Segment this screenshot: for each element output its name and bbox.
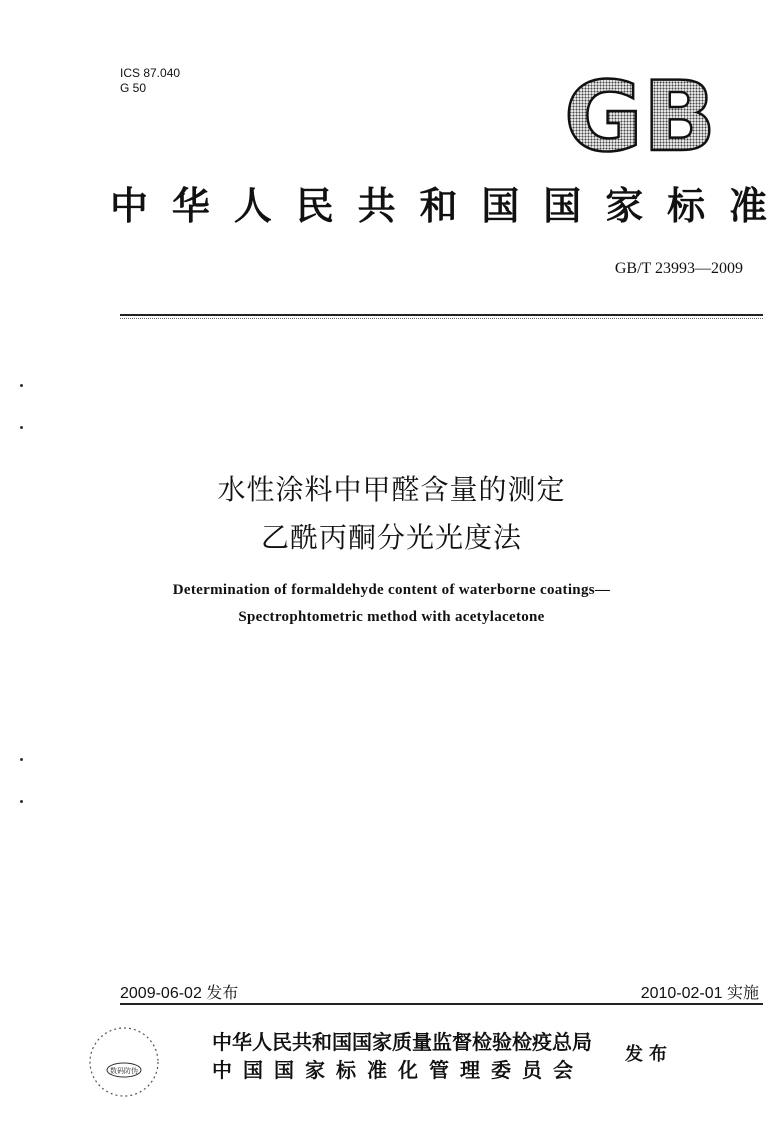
title-cn-line1: 水性涂料中甲醛含量的测定 [217, 473, 566, 506]
ccs-code: G 50 [120, 81, 147, 95]
classification-codes [120, 66, 180, 96]
issuer-aqsiq: 中华人民共和国国家质量监督检验检疫总局 [212, 1030, 592, 1054]
seal-text: 数码防伪 [110, 1067, 138, 1075]
header-divider-shadow [120, 318, 763, 319]
national-standard-heading: 中华人民共和国国家标准 [110, 184, 770, 228]
title-cn-line2: 乙酰丙酮分光光度法 [260, 521, 522, 554]
gb-logo [560, 66, 720, 166]
scan-dot [20, 800, 23, 803]
title-en-line2: Spectrophtometric method with acetylacetone [238, 609, 545, 625]
gb-logo-text: GB [564, 66, 716, 166]
scan-dot [20, 758, 23, 761]
title-en-line1: Determination of formaldehyde content of waterborne coatings— [172, 582, 611, 598]
publish-label: 发布 [625, 1044, 673, 1065]
scan-dot [20, 384, 23, 387]
footer-divider [120, 1003, 763, 1005]
issue-date: 2009-06-02 发布 [120, 985, 239, 1002]
header-divider [120, 314, 763, 316]
ics-code: ICS 87.040 [120, 66, 181, 80]
effective-date: 2010-02-01 实施 [640, 985, 759, 1002]
standard-number: GB/T 23993—2009 [614, 260, 743, 277]
scan-dot [20, 426, 23, 429]
issuer-sac: 中国国家标准化管理委员会 [212, 1058, 584, 1082]
security-seal [86, 1024, 162, 1100]
